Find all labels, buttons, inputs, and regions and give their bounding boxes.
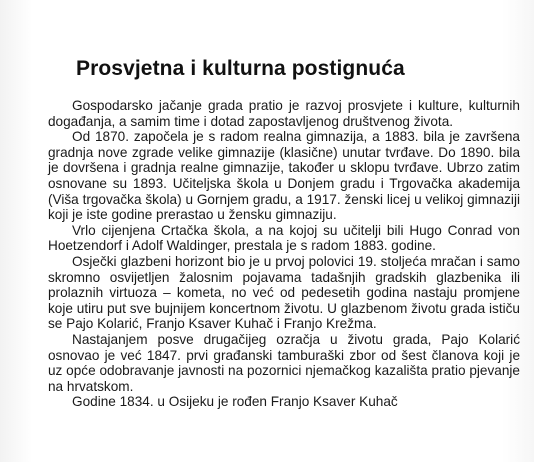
page-title: Prosvjetna i kulturna postignuća xyxy=(76,57,405,80)
paragraph-5: Nastajanjem posve drugačijeg ozračja u životu grada, Pajo Kolarić osnovao je već 1847. prvi građanski tamburaški zbor od šest članova koji je uz opće odobravanje javnosti na pozornici njemačkog kazališta pratio pjevanje na hrvatskom. xyxy=(48,331,520,394)
paragraph-1: Gospodarsko jačanje grada pratio je razvoj prosvjete i kulture, kulturnih događanja, a samim time i dotad zapostavljenog društvenog života. xyxy=(48,98,520,129)
paragraph-6: Godine 1834. u Osijeku je rođen Franjo Ksaver Kuhač xyxy=(72,394,398,410)
paragraph-3: Vrlo cijenjena Crtačka škola, a na kojoj su učitelji bili Hugo Conrad von Hoetzendorf i Adolf Waldinger, prestala je s radom 1883. godine. xyxy=(48,222,520,254)
paragraph-4: Osječki glazbeni horizont bio je u prvoj polovici 19. stoljeća mračan i samo skromno osvijetljen žalosnim pojavama tadašnjih gradskih glazbenika ili prolaznih virtuoza – kometa, no već od pedesetih godina nastaju promjene koje utiru put sve bujnijem koncertnom životu. U glazbenom životu grada ističu se Pajo Kolarić, Franjo Ksaver Kuhač i Franjo Krežma. xyxy=(48,253,520,332)
paragraph-2: Od 1870. započela je s radom realna gimnazija, a 1883. bila je završena gradnja nove zgrade velike gimnazije (klasične) unutar tvrđave. Do 1890. bila je dovršena i gradnja realne gimnazije, također u sklopu tvrđave. Ubrzo zatim osnovane su 1893. Učiteljska škola u Donjem gradu i Trgovačka akademija (Viša trgovačka škola) u Gornjem gradu, a 1917. ženski licej u velikoj gimnaziji koji je iste godine prerastao u žensku gimnaziju. xyxy=(48,129,520,223)
document-body xyxy=(48,98,520,410)
